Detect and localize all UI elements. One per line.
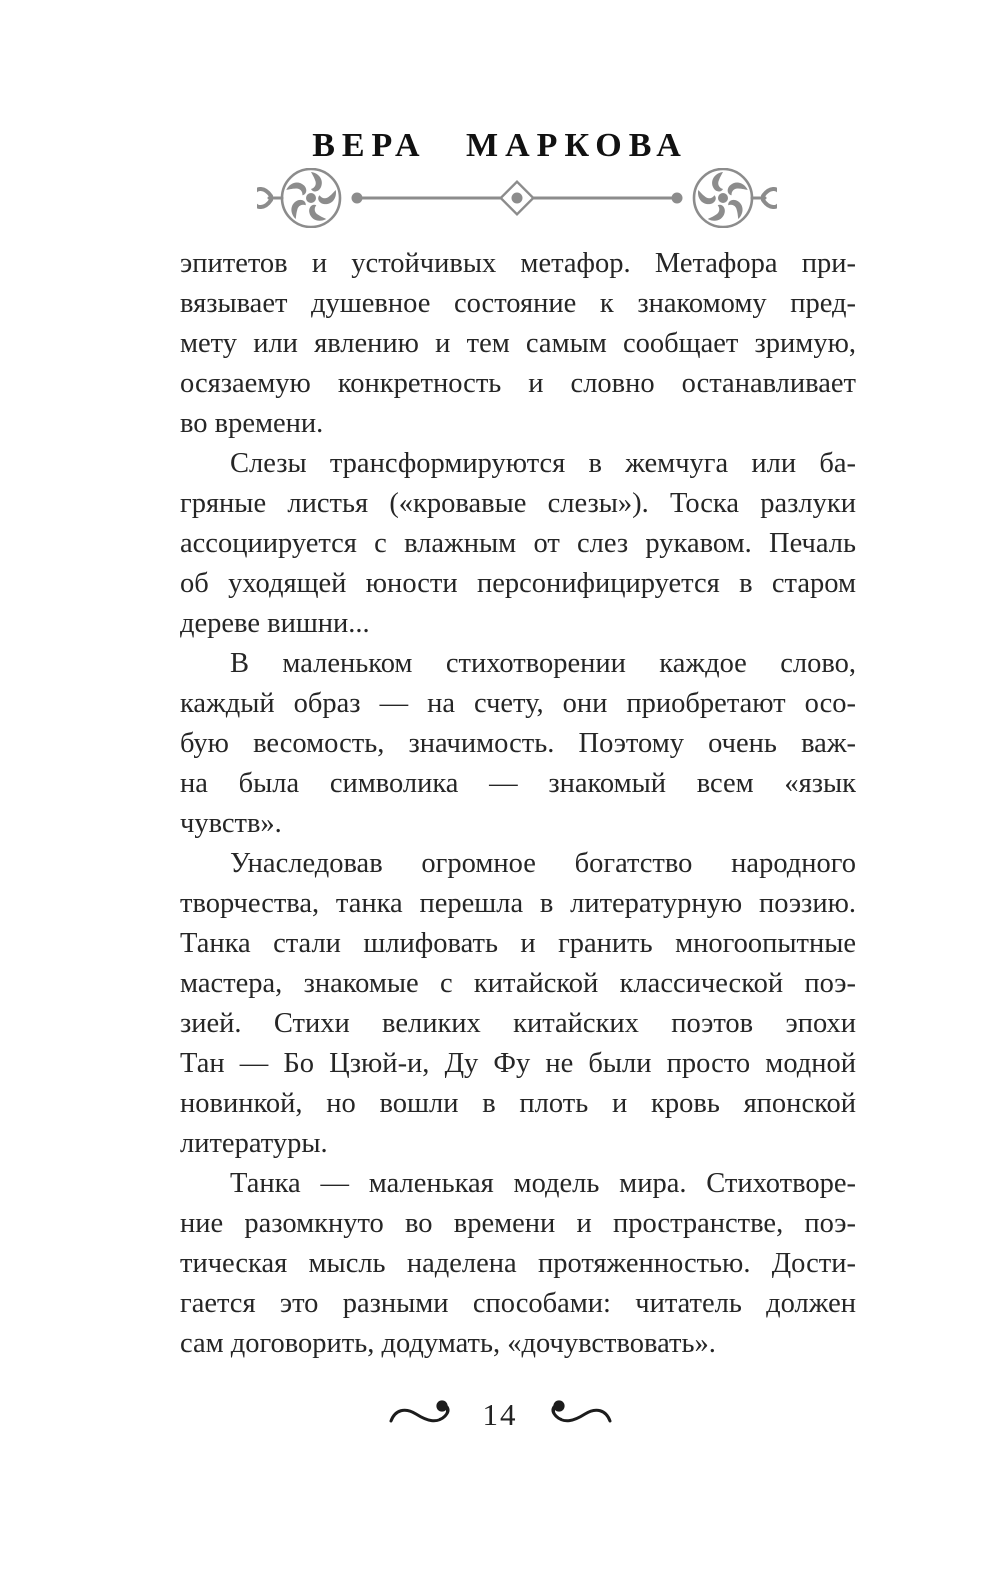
paragraph — [180, 844, 856, 1164]
paragraph — [180, 1164, 856, 1364]
text-line: на была символика — знакомый всем «язык — [180, 768, 856, 799]
text-line: гается это разными способами: читатель должен — [180, 1288, 856, 1319]
text-line: творчества, танка перешла в литературную поэзию. — [180, 888, 856, 919]
paragraph — [180, 244, 856, 444]
text-line: Танка стали шлифовать и гранить многоопытные — [180, 928, 856, 959]
text-line: новинкой, но вошли в плоть и кровь японской — [180, 1088, 856, 1119]
footer-flourish-right-icon — [542, 1397, 614, 1433]
text-line: осязаемую конкретность и словно останавливает — [180, 368, 856, 399]
text-line: Тан — Бо Цзюй-и, Ду Фу не были просто модной — [180, 1048, 856, 1079]
text-line: бую весомость, значимость. Поэтому очень важ- — [180, 728, 856, 759]
text-line: мету или явлению и тем самым сообщает зримую, — [180, 328, 856, 359]
text-line: вязывает душевное состояние к знакомому пред- — [180, 288, 856, 319]
text-line: Танка — маленькая модель мира. Стихотворе- — [230, 1168, 856, 1199]
page-number: 14 — [482, 1397, 518, 1432]
text-line: эпитетов и устойчивых метафор. Метафора при- — [180, 248, 856, 279]
text-line: тическая мысль наделена протяженностью. Дости- — [180, 1248, 856, 1279]
body-text — [180, 244, 856, 1364]
text-line: чувств». — [180, 808, 282, 839]
ornament-divider-icon — [257, 168, 777, 228]
page-footer — [0, 1393, 1000, 1437]
paragraph — [180, 444, 856, 644]
text-line: дереве вишни... — [180, 608, 370, 639]
page-header-author-title: ВЕРА МАРКОВА — [312, 127, 688, 164]
text-line: во времени. — [180, 408, 324, 439]
paragraph — [180, 644, 856, 844]
text-line: В маленьком стихотворении каждое слово, — [230, 648, 856, 679]
footer-flourish-left-icon — [387, 1397, 459, 1433]
text-line: литературы. — [180, 1128, 328, 1159]
text-line: гряные листья («кровавые слезы»). Тоска разлуки — [180, 488, 856, 519]
header-ornament-divider — [257, 168, 777, 228]
text-line: зией. Стихи великих китайских поэтов эпохи — [180, 1008, 856, 1039]
text-line: сам договорить, додумать, «дочувствовать». — [180, 1328, 716, 1359]
text-line: Унаследовав огромное богатство народного — [230, 848, 856, 879]
text-line: ние разомкнуто во времени и пространстве, поэ- — [180, 1208, 856, 1239]
text-line: Слезы трансформируются в жемчуга или ба- — [230, 448, 856, 479]
text-line: каждый образ — на счету, они приобретают осо- — [180, 688, 856, 719]
text-line: мастера, знакомые с китайской классической поэ- — [180, 968, 856, 999]
text-line: об уходящей юности персонифицируется в старом — [180, 568, 856, 599]
text-line: ассоциируется с влажным от слез рукавом. Печаль — [180, 528, 856, 559]
